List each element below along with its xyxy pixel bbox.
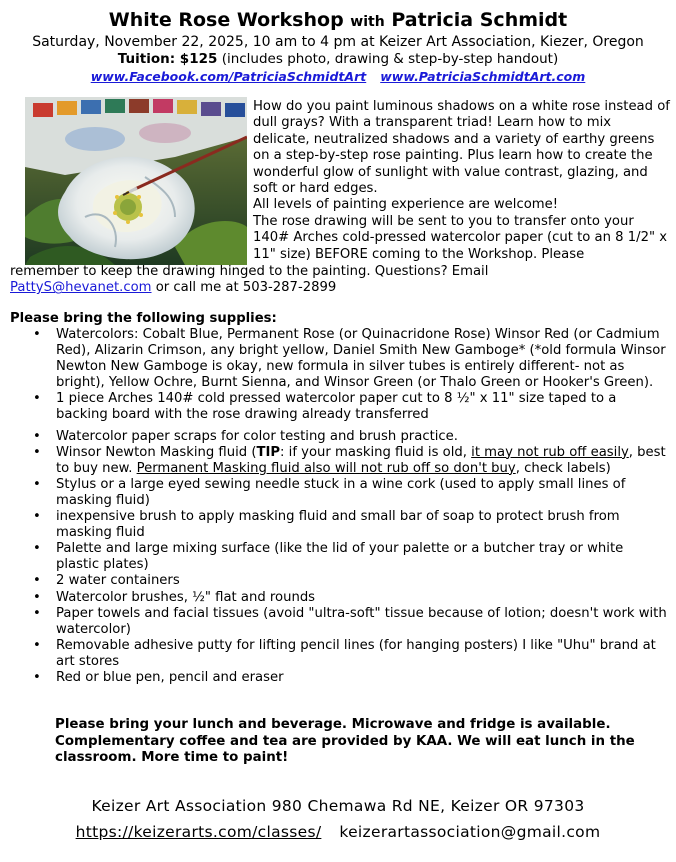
facebook-link[interactable]: www.Facebook.com/PatriciaSchmidtArt	[90, 69, 367, 84]
supply-text: Red or blue pen, pencil and eraser	[56, 669, 284, 685]
list-item	[0, 391, 676, 423]
bullet-icon: •	[33, 327, 41, 342]
bullet-icon: •	[33, 573, 41, 589]
list-item	[0, 638, 676, 670]
supplies-heading: Please bring the following supplies:	[10, 311, 277, 326]
header-links	[0, 69, 676, 85]
call-text: or call me at 503-287-2899	[155, 280, 337, 296]
list-item	[0, 477, 676, 509]
supply-text: Watercolor brushes, ½" flat and rounds	[56, 589, 316, 605]
supply-text: Removable adhesive putty for lifting pencil lines (for hanging posters) I like "Uhu" brand at art stores	[56, 637, 656, 669]
masking-warning-1: it may not rub off easily	[471, 444, 629, 460]
bullet-icon: •	[33, 391, 41, 407]
masking-mid: : if your masking fluid is old,	[280, 444, 472, 460]
email-link[interactable]: PattyS@hevanet.com	[10, 280, 152, 296]
intro-continuation	[10, 264, 670, 297]
bullet-icon: •	[33, 589, 41, 605]
tuition-label: Tuition: $125	[117, 51, 218, 67]
supply-text: Watercolor paper scraps for color testing and brush practice.	[56, 428, 458, 444]
masking-warning-2: Permanent Masking fluid also will not rub off so don't buy	[136, 460, 516, 476]
masking-lead: Winsor Newton Masking fluid (	[56, 444, 257, 460]
footer-address: Keizer Art Association 980 Chemawa Rd NE, Keizer OR 97303	[91, 797, 585, 815]
intro-paragraph-1: How do you paint luminous shadows on a white rose instead of dull grays? With a transparent triad! Learn how to mix delicate, neutralized shadows and a variety of earthy greens on a step-by-step rose painting. Plus learn how to create the wonderful glow of sunlight with value contrast, glazing, and soft or hard edges.	[253, 99, 670, 197]
supply-text: Paper towels and facial tissues (avoid "ultra-soft" tissue because of lotion; doesn't work with watercolor)	[56, 605, 667, 637]
lunch-note: Please bring your lunch and beverage. Microwave and fridge is available. Complementary coffee and tea are provided by KAA. We will eat lunch in the classroom. More time to paint!	[55, 717, 635, 766]
intro-text	[253, 99, 671, 263]
supply-text: 1 piece Arches 140# cold pressed watercolor paper cut to 8 ½" x 11" size taped to a backing board with the rose drawing already transferred	[56, 391, 617, 423]
bullet-icon: •	[33, 444, 41, 460]
contact-line	[10, 280, 670, 296]
bullet-icon: •	[33, 476, 41, 492]
title-main: White Rose Workshop	[108, 9, 344, 31]
page-title	[0, 8, 676, 34]
bullet-icon: •	[33, 541, 41, 557]
footer-links	[0, 822, 676, 842]
supply-text: Stylus or a large eyed sewing needle stuck in a wine cork (used to apply small lines of masking fluid)	[56, 476, 626, 508]
title-name: Patricia Schmidt	[391, 9, 568, 31]
list-item	[0, 573, 676, 589]
bullet-icon: •	[33, 637, 41, 653]
bullet-icon: •	[33, 509, 41, 525]
bullet-icon: •	[33, 605, 41, 621]
supply-text: 2 water containers	[56, 573, 180, 589]
list-item	[0, 670, 676, 686]
list-item	[0, 590, 676, 606]
list-item	[0, 541, 676, 573]
tuition-note: (includes photo, drawing & step-by-step handout)	[221, 51, 559, 67]
supply-text: Watercolors: Cobalt Blue, Permanent Rose (or Quinacridone Rose) Winsor Red (or Cadmium Red), Alizarin Crimson, any bright yellow, Daniel Smith New Gamboge* (*old formula Winsor Newton New Gamboge is okay, new formula in silver tubes is entirely different- not as bright), Yellow Ochre, Burnt Sienna, and Winsor Green (or Thalo Green or Hooker's Green).	[56, 327, 666, 391]
list-item	[0, 509, 676, 541]
website-link[interactable]: www.PatriciaSchmidtArt.com	[380, 69, 586, 84]
masking-mid-2: , best to buy new.	[56, 444, 666, 476]
supplies-list	[0, 327, 676, 686]
footer-email[interactable]: keizerartassociation@gmail.com	[339, 823, 601, 841]
masking-tip: TIP	[256, 444, 281, 460]
bullet-icon: •	[33, 669, 41, 685]
intro-paragraph-2: All levels of painting experience are welcome!	[253, 197, 559, 213]
list-item	[0, 429, 676, 445]
list-item	[0, 327, 676, 391]
bullet-icon: •	[33, 428, 41, 444]
intro-paragraph-3-cont: remember to keep the drawing hinged to the painting. Questions? Email	[10, 264, 489, 279]
intro-paragraph-3: The rose drawing will be sent to you to transfer onto your 140# Arches cold-pressed watercolor paper (cut to an 8 1/2" x 11" size) BEFORE coming to the Workshop. Please	[253, 213, 668, 262]
title-with: with	[350, 14, 385, 30]
supply-text: inexpensive brush to apply masking fluid and small bar of soap to protect brush from masking fluid	[56, 509, 620, 541]
tuition-line	[0, 51, 676, 68]
list-item	[0, 606, 676, 638]
supply-text: Palette and large mixing surface (like the lid of your palette or a butcher tray or white plastic plates)	[56, 541, 624, 573]
list-item-masking	[0, 445, 676, 477]
footer-website-link[interactable]: https://keizerarts.com/classes/	[75, 823, 322, 841]
masking-tail: , check labels)	[515, 460, 611, 476]
rose-painting-photo	[25, 97, 247, 265]
dateline: Saturday, November 22, 2025, 10 am to 4 pm at Keizer Art Association, Kiezer, Oregon	[32, 34, 644, 50]
